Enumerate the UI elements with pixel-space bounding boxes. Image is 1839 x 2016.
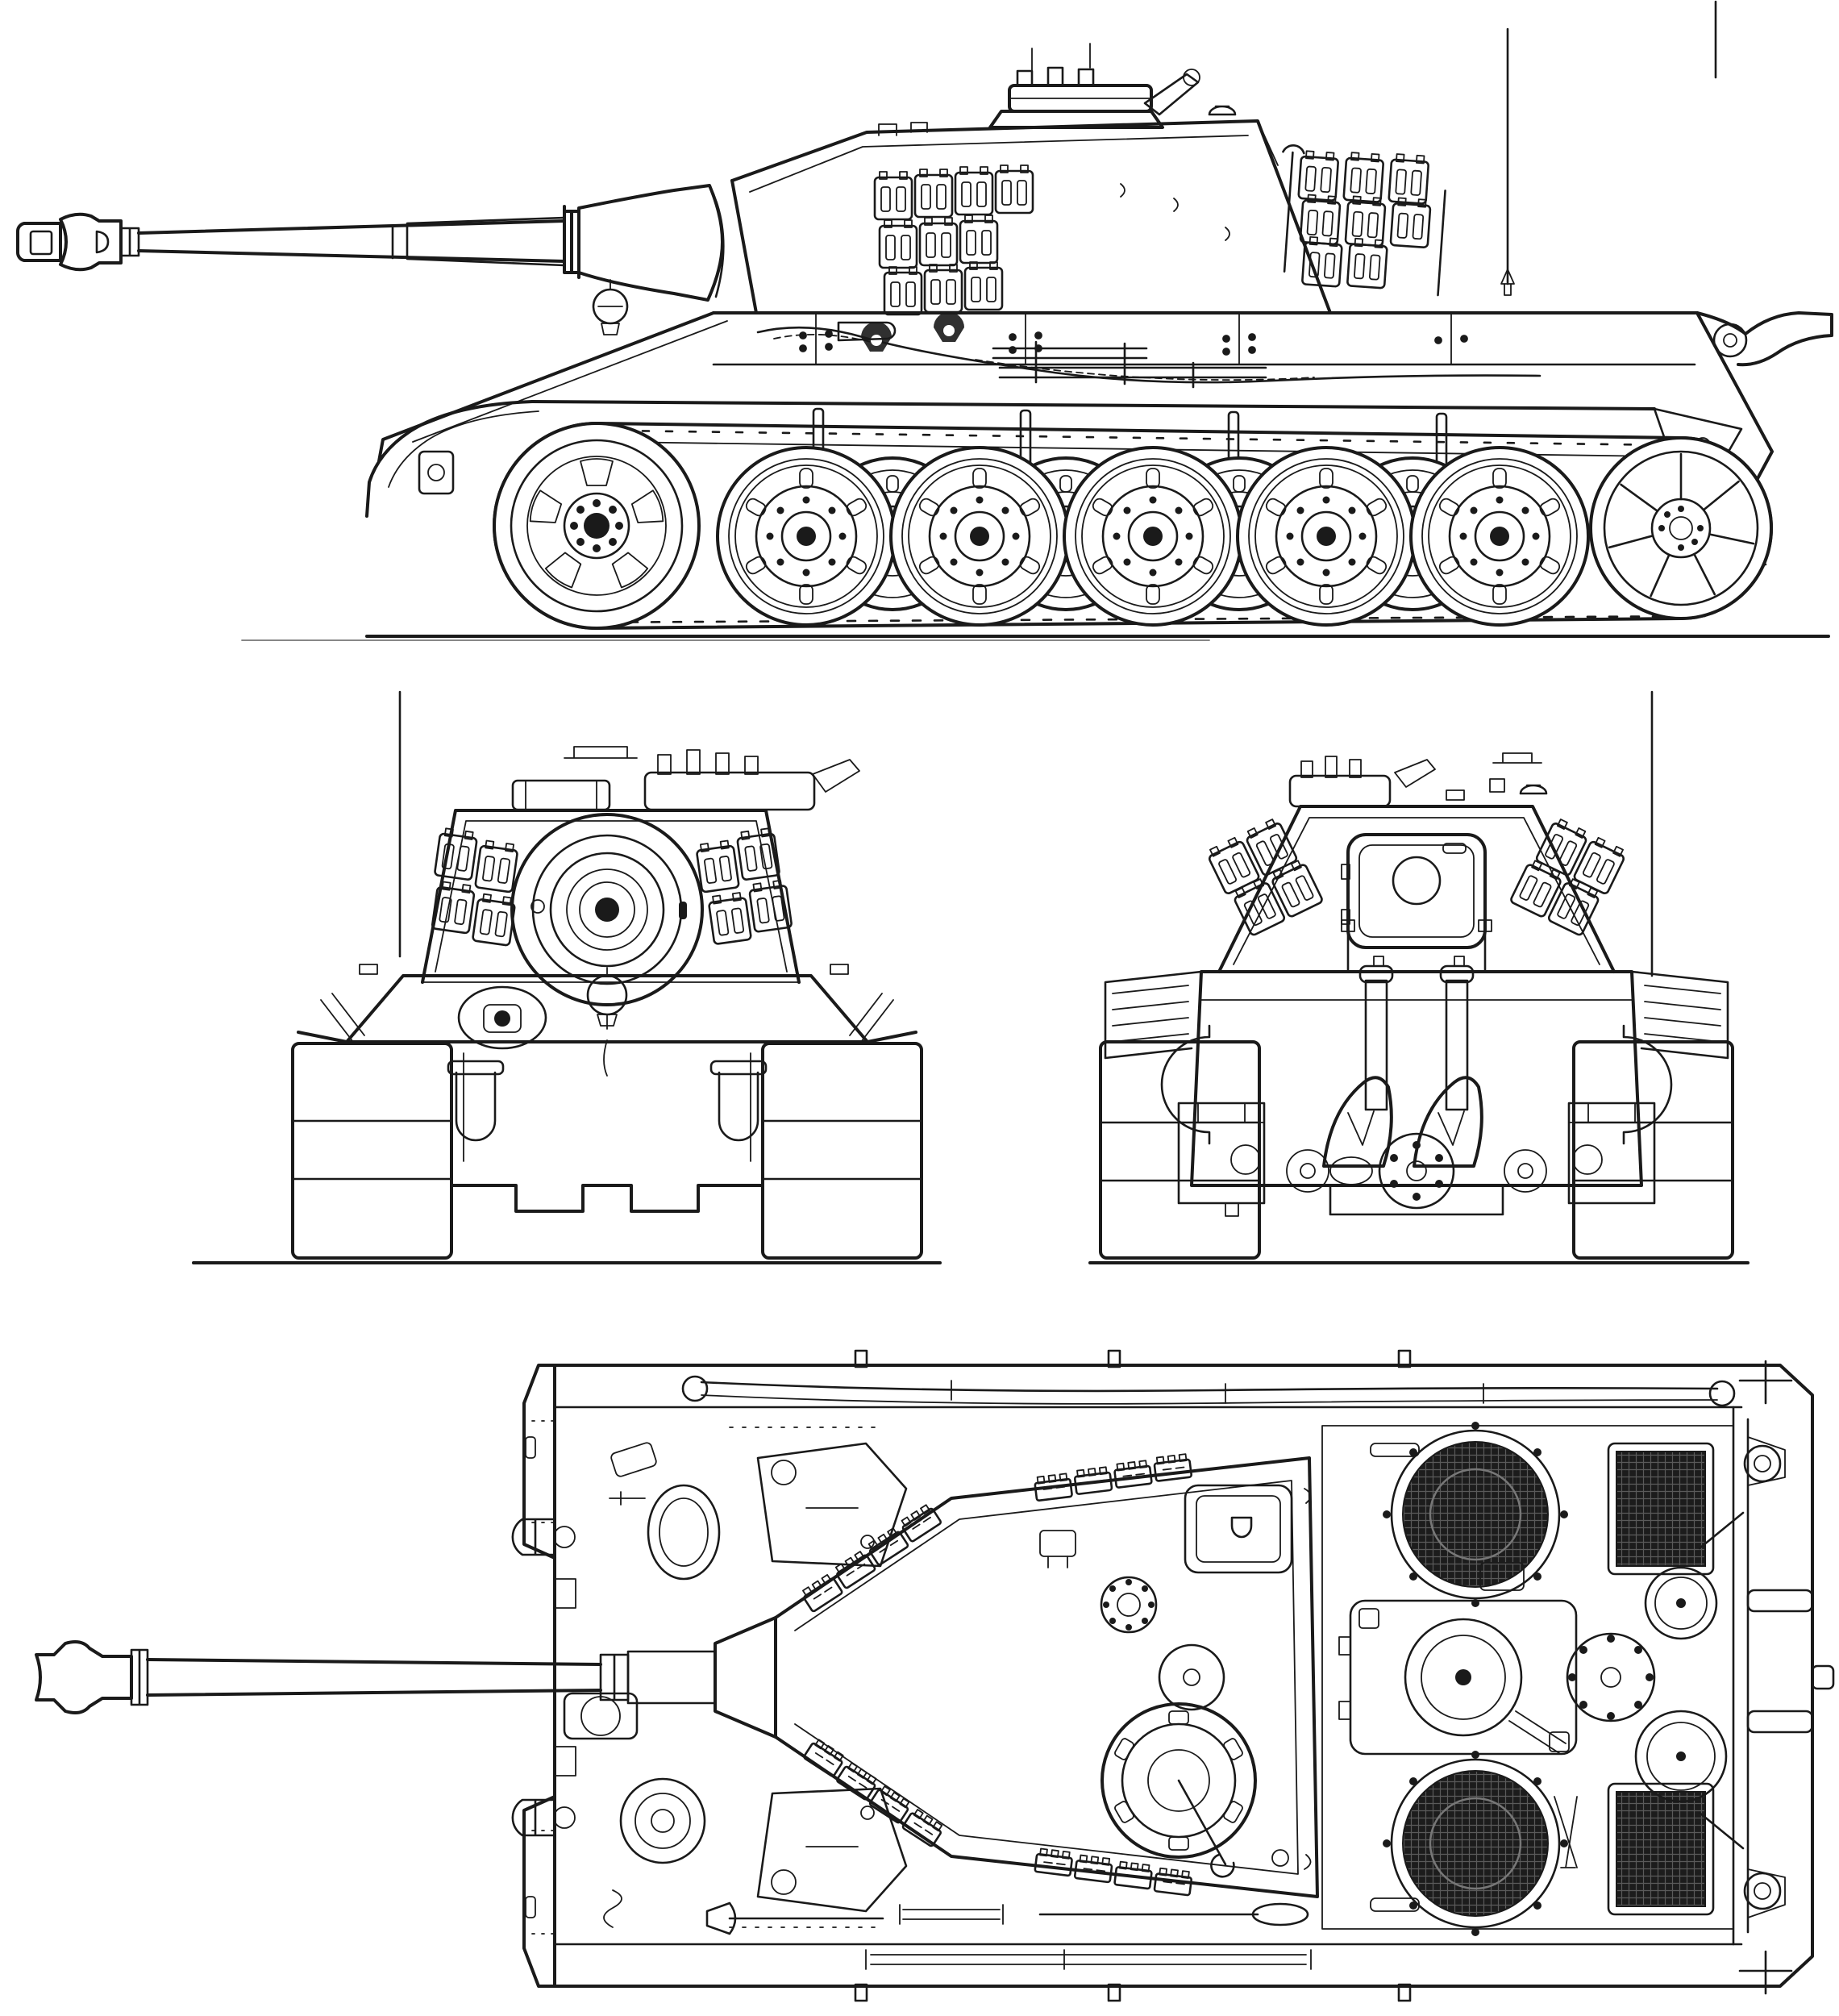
road-wheel xyxy=(718,448,895,625)
cooling-fan-grille xyxy=(1383,1422,1568,1607)
drive-sprocket xyxy=(494,423,699,628)
idler-wheel xyxy=(1591,438,1771,619)
cooling-fan-grille xyxy=(1383,1751,1568,1936)
road-wheel xyxy=(1064,448,1242,625)
road-wheel xyxy=(891,448,1068,625)
road-wheel xyxy=(1411,448,1588,625)
road-wheel xyxy=(1238,448,1415,625)
